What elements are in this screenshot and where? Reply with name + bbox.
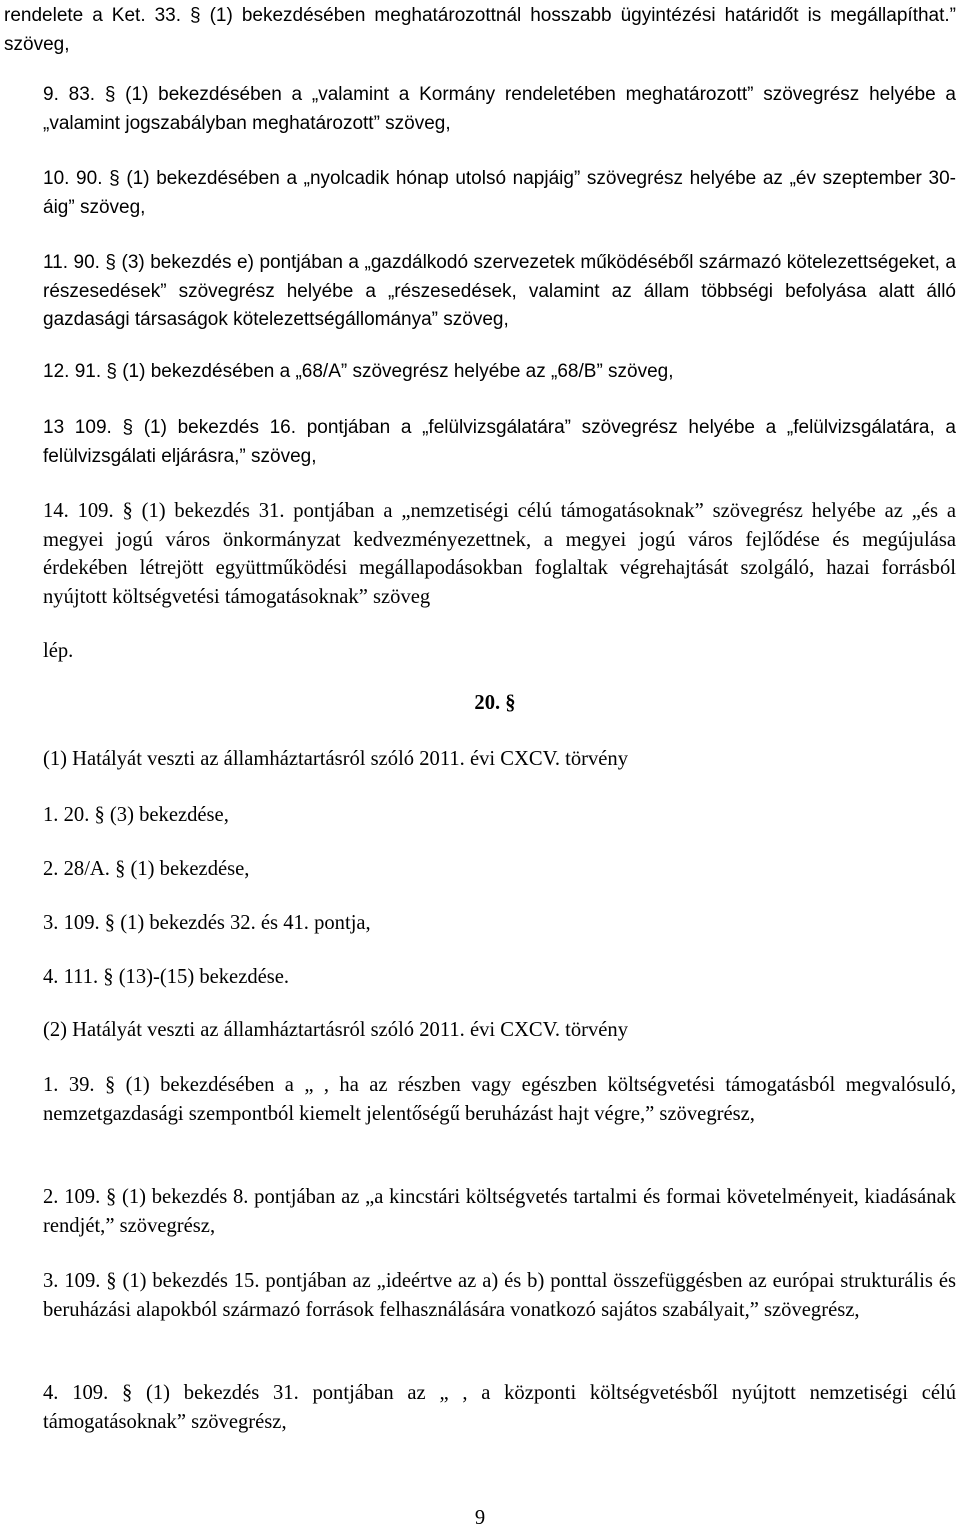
paragraph-item-11: 11. 90. § (3) bekezdés e) pontjában a „gazdálkodó szervezetek működéséből származó kötelezettségeket, a részesedések” szövegrész helyébe a „részesedések, valamint az állam többségi befolyása alatt álló gazdasági társaságok kötelezettségállománya” szöveg, (43, 252, 956, 330)
list-item-repeal-1-4: 4. 111. § (13)-(15) bekezdése. (43, 966, 290, 988)
list-item-repeal-2-1: 1. 39. § (1) bekezdésében a „ , ha az részben vagy egészben költségvetési támogatásból megvalósuló, nemzetgazdasági szempontból kiemelt jelentőségű beruházást hajt végre,” szövegrész, (43, 1074, 956, 1125)
paragraph-item-9: 9. 83. § (1) bekezdésében a „valamint a Kormány rendeletében meghatározott” szövegrész helyébe a „valamint jogszabályban meghatározott” szöveg, (43, 84, 956, 134)
list-item-repeal-1-3: 3. 109. § (1) bekezdés 32. és 41. pontja, (43, 912, 371, 934)
section-title: 20. § (474, 692, 516, 714)
paragraph-item-14: 14. 109. § (1) bekezdés 31. pontjában a „nemzetiségi célú támogatásoknak” szövegrész helyébe az „és a megyei jogú város önkormányzat kedvezményezettnek, a megyei jogú város fejlődése és megújulása érdekében létrejött együttműködési megállapodásokban foglaltak végrehajtását szolgáló, hazai forrásból nyújtott költségvetési támogatásoknak” szöveg (43, 500, 956, 608)
page-number: 9 (474, 1507, 486, 1529)
paragraph-repeal-1: (1) Hatályát veszti az államháztartásról szóló 2011. évi CXCV. törvény (43, 748, 629, 770)
paragraph-item-12: 12. 91. § (1) bekezdésében a „68/A” szövegrész helyébe az „68/B” szöveg, (43, 361, 674, 382)
list-item-repeal-2-4: 4. 109. § (1) bekezdés 31. pontjában az „ , a központi költségvetésből nyújtott nemzetiségi célú támogatásoknak” szövegrész, (43, 1382, 956, 1433)
paragraph-item-13: 13 109. § (1) bekezdés 16. pontjában a „felülvizsgálatára” szövegrész helyébe a „felülvizsgálatára, a felülvizsgálati eljárásra,” szöveg, (43, 417, 956, 467)
paragraph-repeal-2: (2) Hatályát veszti az államháztartásról szóló 2011. évi CXCV. törvény (43, 1019, 629, 1041)
paragraph-continuation: rendelete a Ket. 33. § (1) bekezdésében meghatározottnál hosszabb ügyintézési határidőt is megállapíthat.” szöveg, (4, 5, 956, 55)
list-item-repeal-2-3: 3. 109. § (1) bekezdés 15. pontjában az „ideértve az a) és b) ponttal összefüggésben az európai strukturális és beruházási alapokból származó források felhasználására vonatkozó sajátos szabályait,” szövegrész, (43, 1270, 956, 1321)
paragraph-lep: lép. (43, 640, 74, 662)
list-item-repeal-1-1: 1. 20. § (3) bekezdése, (43, 804, 229, 826)
list-item-repeal-1-2: 2. 28/A. § (1) bekezdése, (43, 858, 250, 880)
list-item-repeal-2-2: 2. 109. § (1) bekezdés 8. pontjában az „a kincstári költségvetés tartalmi és formai követelményeit, kiadásának rendjét,” szövegrész, (43, 1186, 956, 1237)
paragraph-item-10: 10. 90. § (1) bekezdésében a „nyolcadik hónap utolsó napjáig” szövegrész helyébe az „év szeptember 30-áig” szöveg, (43, 168, 956, 218)
